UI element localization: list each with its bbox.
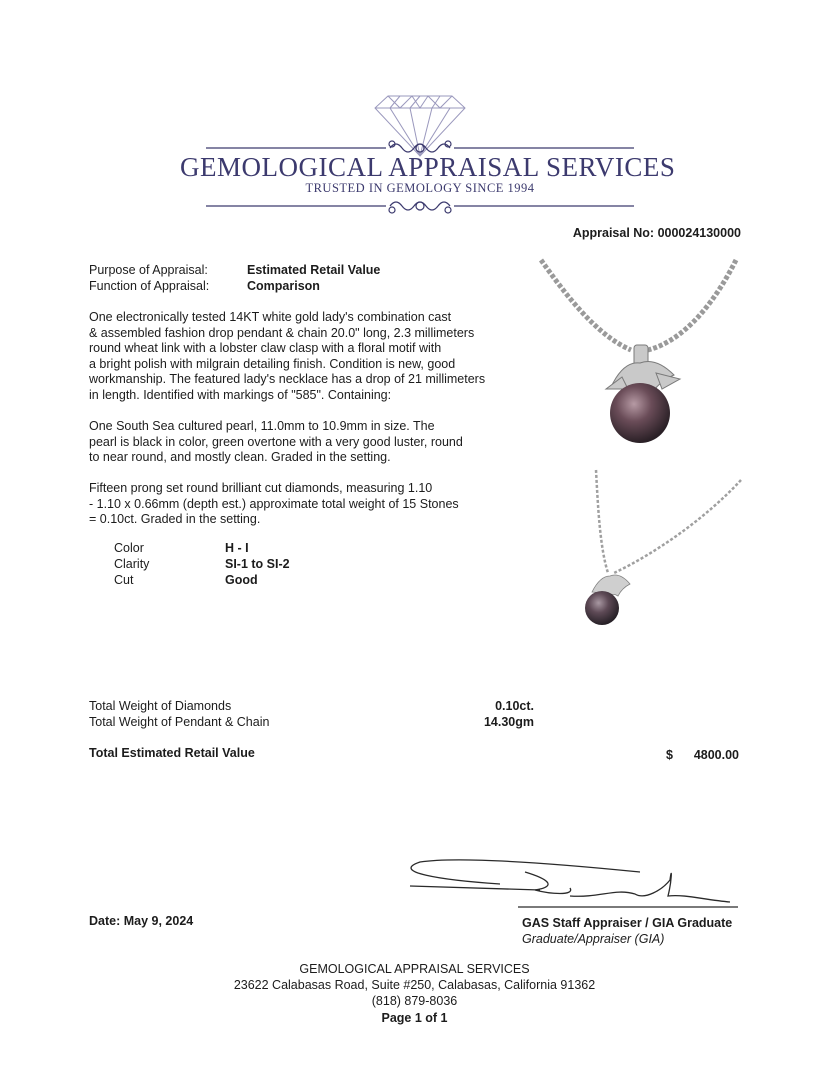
- description-line: pearl is black in color, green overtone with a very good luster, round: [89, 434, 463, 449]
- description-line: round wheat link with a lobster claw clasp with a floral motif with: [89, 341, 442, 355]
- description-line: One South Sea cultured pearl, 11.0mm to 10.9mm in size. The: [89, 419, 435, 433]
- purpose-value: Estimated Retail Value: [247, 263, 381, 277]
- description-line: Fifteen prong set round brilliant cut diamonds, measuring 1.10: [89, 481, 433, 495]
- total-pendant-value: 14.30gm: [483, 715, 534, 729]
- description-line: & assembled fashion drop pendant & chain 20.0" long, 2.3 millimeters: [89, 325, 475, 340]
- page-number: Page 1 of 1: [381, 1011, 448, 1025]
- spec-value-cut: Good: [225, 573, 258, 587]
- footer-address: 23622 Calabasas Road, Suite #250, Calabasas, California 91362: [233, 978, 596, 992]
- diamond-description: [89, 481, 539, 528]
- description-line: workmanship. The featured lady's necklace has a drop of 21 millimeters: [89, 372, 486, 386]
- function-value: Comparison: [247, 279, 320, 293]
- appraiser-title: GAS Staff Appraiser / GIA Graduate: [522, 916, 733, 930]
- appraisal-date: Date: May 9, 2024: [89, 914, 194, 928]
- brand-tagline: TRUSTED IN GEMOLOGY SINCE 1994: [305, 181, 535, 195]
- necklace-photo-closeup: [536, 255, 746, 455]
- purpose-label: Purpose of Appraisal:: [89, 263, 208, 277]
- item-description: [89, 310, 539, 403]
- brand-name: GEMOLOGICAL APPRAISAL SERVICES: [180, 152, 676, 182]
- spec-label-cut: Cut: [114, 573, 134, 587]
- description-line: = 0.10ct. Graded in the setting.: [89, 512, 261, 526]
- footer-phone: (818) 879-8036: [371, 994, 458, 1008]
- pearl-description: [89, 419, 539, 466]
- total-pendant-label: Total Weight of Pendant & Chain: [89, 715, 270, 729]
- total-diamonds-value: 0.10ct.: [495, 699, 534, 713]
- spec-value-color: H - I: [225, 541, 249, 555]
- description-line: - 1.10 x 0.66mm (depth est.) approximate total weight of 15 Stones: [89, 496, 459, 511]
- total-retail-label: Total Estimated Retail Value: [89, 746, 255, 760]
- total-retail-value: 4800.00: [693, 748, 739, 762]
- footer-company: GEMOLOGICAL APPRAISAL SERVICES: [299, 962, 530, 976]
- necklace-photo-full: [566, 468, 746, 640]
- currency-symbol: $: [666, 748, 673, 762]
- description-line: a bright polish with milgrain detailing finish. Condition is new, good: [89, 356, 456, 371]
- spec-label-clarity: Clarity: [114, 557, 150, 571]
- description-line: to near round, and mostly clean. Graded in the setting.: [89, 450, 391, 464]
- function-label: Function of Appraisal:: [89, 279, 210, 293]
- appraisal-number: Appraisal No: 000024130000: [572, 226, 741, 240]
- diamond-logo-icon: [200, 78, 640, 218]
- spec-label-color: Color: [114, 541, 144, 555]
- total-diamonds-label: Total Weight of Diamonds: [89, 699, 232, 713]
- appraiser-subtitle: Graduate/Appraiser (GIA): [522, 932, 665, 946]
- spec-value-clarity: SI-1 to SI-2: [225, 557, 290, 571]
- description-line: One electronically tested 14KT white gold lady's combination cast: [89, 310, 452, 324]
- description-line: in length. Identified with markings of "585". Containing:: [89, 387, 392, 402]
